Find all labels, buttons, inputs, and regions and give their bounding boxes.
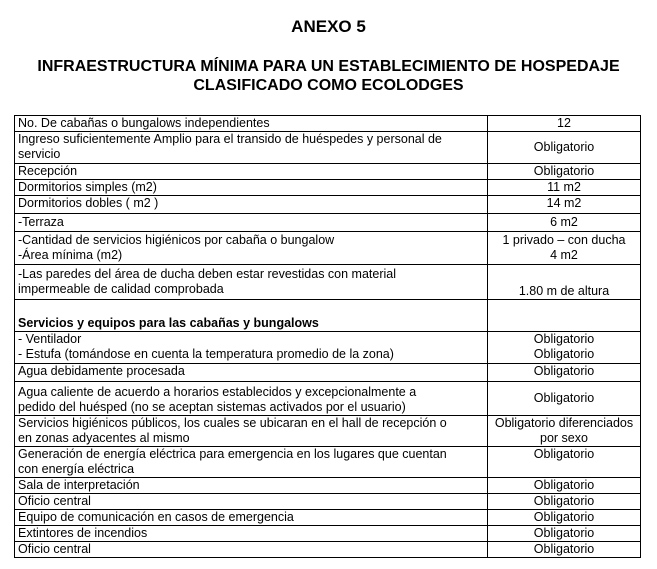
row-label: Oficio central xyxy=(15,494,488,510)
row-value: Obligatorio xyxy=(488,510,641,526)
row-value xyxy=(488,300,641,332)
table-row xyxy=(15,494,641,510)
row-value: Obligatorio Obligatorio xyxy=(488,332,641,364)
subtitle-line-2: CLASIFICADO COMO ECOLODGES xyxy=(193,77,464,94)
row-value: 11 m2 xyxy=(488,180,641,196)
table-row xyxy=(15,180,641,196)
row-label: -Las paredes del área de ducha deben estar revestidas con material impermeable de calidad comprobada xyxy=(15,265,488,300)
row-value: 1.80 m de altura xyxy=(488,265,641,300)
row-value: Obligatorio xyxy=(488,164,641,180)
table-row xyxy=(15,526,641,542)
table-row xyxy=(15,447,641,478)
requirements-table-container xyxy=(14,115,640,558)
section-header-row xyxy=(15,300,641,332)
table-row xyxy=(15,364,641,382)
requirements-table xyxy=(14,115,641,558)
row-label: Extintores de incendios xyxy=(15,526,488,542)
row-value: 6 m2 xyxy=(488,214,641,232)
row-label: Generación de energía eléctrica para emergencia en los lugares que cuentan con energía eléctrica xyxy=(15,447,488,478)
table-row xyxy=(15,510,641,526)
row-value: Obligatorio xyxy=(488,542,641,558)
table-row xyxy=(15,416,641,447)
row-value: Obligatorio xyxy=(488,364,641,382)
document-subtitle xyxy=(0,57,657,95)
row-label: Dormitorios dobles ( m2 ) xyxy=(15,196,488,214)
row-label: Recepción xyxy=(15,164,488,180)
row-value: Obligatorio xyxy=(488,478,641,494)
row-value: 14 m2 xyxy=(488,196,641,214)
table-row xyxy=(15,542,641,558)
row-value: Obligatorio diferenciados por sexo xyxy=(488,416,641,447)
table-row xyxy=(15,382,641,416)
table-row xyxy=(15,214,641,232)
row-value: 1 privado – con ducha 4 m2 xyxy=(488,232,641,265)
row-value: 12 xyxy=(488,116,641,132)
row-label: No. De cabañas o bungalows independientes xyxy=(15,116,488,132)
row-label: Servicios higiénicos públicos, los cuales se ubicaran en el hall de recepción o en zonas adyacentes al mismo xyxy=(15,416,488,447)
row-label: -Terraza xyxy=(15,214,488,232)
table-row xyxy=(15,478,641,494)
row-label: Sala de interpretación xyxy=(15,478,488,494)
section-heading: Servicios y equipos para las cabañas y bungalows xyxy=(15,300,488,332)
table-row xyxy=(15,196,641,214)
row-label: -Cantidad de servicios higiénicos por cabaña o bungalow -Área mínima (m2) xyxy=(15,232,488,265)
table-row xyxy=(15,164,641,180)
table-row xyxy=(15,265,641,300)
row-label: Oficio central xyxy=(15,542,488,558)
row-label: Ingreso suficientemente Amplio para el transido de huéspedes y personal de servicio xyxy=(15,132,488,164)
row-value: Obligatorio xyxy=(488,132,641,164)
row-value: Obligatorio xyxy=(488,447,641,478)
row-label: Equipo de comunicación en casos de emergencia xyxy=(15,510,488,526)
row-value: Obligatorio xyxy=(488,382,641,416)
row-value: Obligatorio xyxy=(488,526,641,542)
subtitle-line-1: INFRAESTRUCTURA MÍNIMA PARA UN ESTABLECIMIENTO DE HOSPEDAJE xyxy=(37,58,620,75)
table-row xyxy=(15,232,641,265)
row-label: - Ventilador - Estufa (tomándose en cuenta la temperatura promedio de la zona) xyxy=(15,332,488,364)
table-row xyxy=(15,116,641,132)
table-row xyxy=(15,332,641,364)
table-row xyxy=(15,132,641,164)
row-label: Dormitorios simples (m2) xyxy=(15,180,488,196)
document-title: ANEXO 5 xyxy=(291,17,366,36)
row-value: Obligatorio xyxy=(488,494,641,510)
row-label: Agua debidamente procesada xyxy=(15,364,488,382)
row-label: Agua caliente de acuerdo a horarios establecidos y excepcionalmente a pedido del huésped (no se aceptan sistemas activados por el usuario) xyxy=(15,382,488,416)
